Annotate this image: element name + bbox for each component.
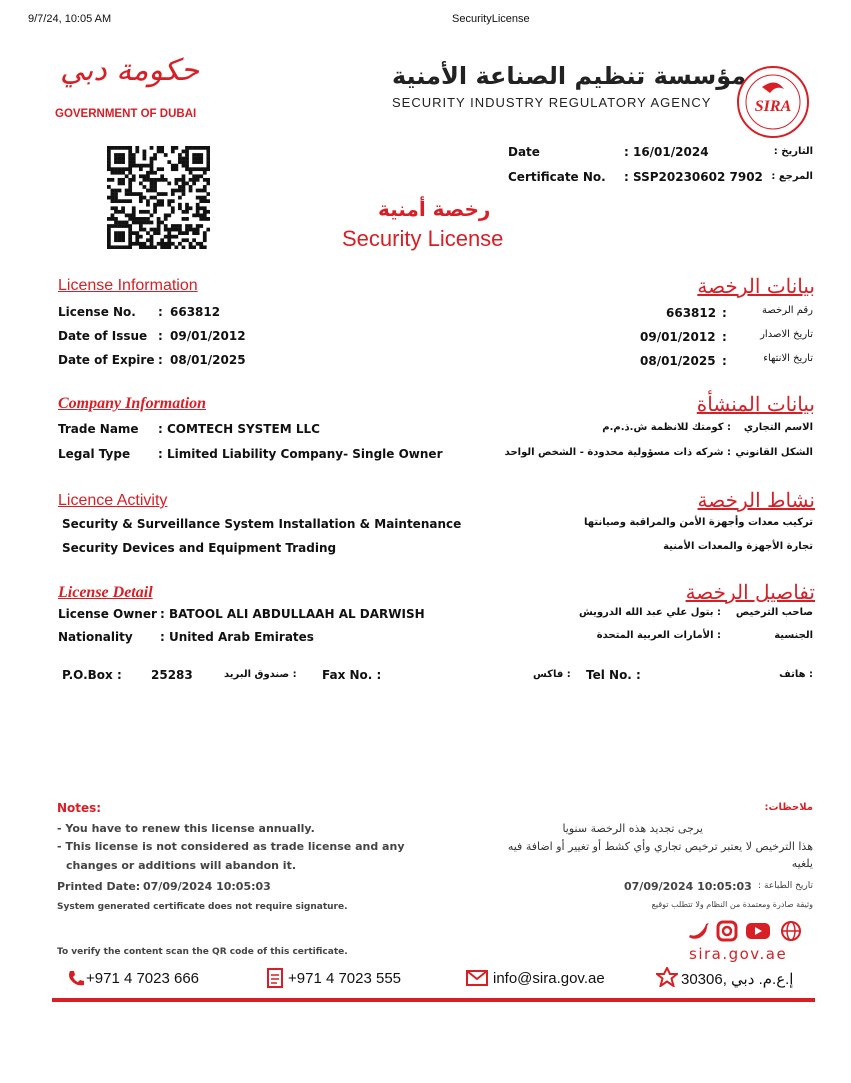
activity-heading: Licence Activity — [58, 492, 168, 509]
license-no-label-arabic: رقم الرخصة — [761, 305, 813, 316]
company-info-heading: Company Information — [58, 395, 207, 412]
owner-value-arabic: : بتول علي عبد الله الدرويش — [578, 607, 721, 618]
issue-date-label-arabic: تاريخ الاصدار — [760, 329, 813, 340]
nationality-value: : United Arab Emirates — [160, 630, 314, 644]
print-datetime: 9/7/24, 10:05 AM — [28, 13, 112, 25]
trade-name-label-arabic: الاسم التجاري — [743, 422, 813, 433]
license-no-sep: : — [158, 305, 163, 319]
certificate-label: Certificate No. — [508, 170, 606, 184]
svg-text:SIRA: SIRA — [754, 98, 792, 115]
issue-date-value: 09/01/2012 — [170, 329, 246, 343]
dubai-govt-logo-english: GOVERNMENT OF DUBAI — [55, 108, 197, 120]
license-info-heading-arabic: بيانات الرخصة — [697, 274, 815, 298]
date-value: : 16/01/2024 — [624, 145, 709, 159]
date-label: Date — [508, 145, 540, 159]
fax-icon — [265, 967, 285, 989]
certificate-label-arabic: المرجع : — [771, 171, 813, 182]
owner-label-arabic: صاحب الترخيص — [735, 607, 813, 618]
issue-date-sep-right: : — [722, 330, 727, 344]
footer-email[interactable]: info@sira.gov.ae — [493, 970, 605, 987]
issue-date-sep: : — [158, 329, 163, 343]
expire-date-label: Date of Expire — [58, 353, 155, 367]
agency-name-english: SECURITY INDUSTRY REGULATORY AGENCY — [392, 95, 712, 110]
social-icons — [688, 920, 806, 942]
trade-name-value-arabic: : كومتك للانظمة ش.ذ.م.م — [602, 422, 731, 433]
footer-pobox: 30306, إ.ع.م. دبي — [681, 971, 794, 988]
certificate-value: : SSP20230602 7902 — [624, 170, 763, 184]
tel-label-arabic: : هاتف — [779, 669, 813, 680]
document-title-arabic: رخصة أمنية — [378, 197, 491, 221]
legal-type-value-arabic: : شركه ذات مسؤولية محدودة - الشخص الواحد — [504, 447, 731, 458]
printed-date-value: 07/09/2024 10:05:03 — [143, 880, 271, 893]
mail-icon — [466, 970, 488, 986]
system-generated-note-arabic: وثيقة صادرة ومعتمدة من النظام ولا تتطلب توقيع — [651, 900, 813, 909]
twitter-icon[interactable] — [689, 923, 709, 939]
expire-date-sep-right: : — [722, 354, 727, 368]
printed-date-label-arabic: تاريخ الطباعة : — [758, 881, 813, 891]
issue-date-label: Date of Issue — [58, 329, 148, 343]
license-detail-heading-arabic: تفاصيل الرخصة — [685, 580, 815, 604]
notes-heading-arabic: ملاحظات: — [764, 802, 813, 813]
trade-name-value: : COMTECH SYSTEM LLC — [158, 422, 320, 436]
instagram-icon[interactable] — [718, 922, 736, 940]
youtube-icon[interactable] — [746, 923, 770, 939]
legal-type-label: Legal Type — [58, 447, 131, 461]
license-no-label: License No. — [58, 305, 136, 319]
activity-item-en: Security & Surveillance System Installation & Maintenance — [62, 517, 462, 531]
sira-seal-logo — [736, 65, 810, 139]
expire-date-value-right: 08/01/2025 — [640, 354, 716, 368]
globe-icon[interactable] — [782, 922, 800, 940]
expire-date-sep: : — [158, 353, 163, 367]
pobox-value: 25283 — [151, 668, 193, 682]
license-info-heading: License Information — [58, 277, 198, 294]
note-not-trade: - This license is not considered as trade license and any — [57, 840, 405, 853]
company-info-heading-arabic: بيانات المنشأة — [696, 392, 815, 416]
fax-label-arabic: : فاكس — [533, 669, 571, 680]
license-no-value: 663812 — [170, 305, 221, 319]
note-renew: - You have to renew this license annually. — [57, 822, 315, 835]
system-generated-note: System generated certificate does not require signature. — [57, 902, 348, 912]
note-not-trade-arabic: هذا الترخيص لا يعتبر ترخيص تجاري وأي كشط أو تغيير أو اضافة فيه — [507, 840, 813, 853]
activity-heading-arabic: نشاط الرخصة — [697, 488, 815, 512]
printed-date-value-right: 07/09/2024 10:05:03 — [624, 880, 752, 893]
nationality-value-arabic: : الأمارات العربية المتحدة — [596, 630, 721, 641]
license-detail-heading: License Detail — [58, 584, 153, 601]
printed-date-label: Printed Date: — [57, 880, 141, 893]
agency-name-arabic: مؤسسة تنظيم الصناعة الأمنية — [392, 62, 747, 90]
dubai-govt-logo-arabic: حكومة دبي — [60, 53, 200, 88]
activity-item-ar: تركيب معدات وأجهزة الأمن والمراقبة وصيانتها — [584, 517, 813, 528]
owner-label: License Owner — [58, 607, 157, 621]
legal-type-label-arabic: الشكل القانوني — [735, 447, 813, 458]
print-doc-title: SecurityLicense — [452, 13, 530, 25]
fax-label: Fax No. : — [322, 668, 382, 682]
pobox-label: P.O.Box : — [62, 668, 122, 682]
phone-icon — [66, 969, 86, 989]
footer-phone[interactable]: +971 4 7023 666 — [86, 970, 200, 987]
footer-divider — [52, 998, 815, 1002]
nationality-label: Nationality — [58, 630, 133, 644]
expire-date-label-arabic: تاريخ الانتهاء — [763, 353, 813, 364]
footer-fax[interactable]: +971 4 7023 555 — [288, 970, 402, 987]
note-not-trade-cont-arabic: يلغيه — [791, 857, 813, 870]
date-label-arabic: التاريخ : — [773, 146, 813, 157]
website-link[interactable]: sira.gov.ae — [689, 945, 788, 963]
license-no-value-right: 663812 — [666, 306, 717, 320]
pobox-icon — [656, 967, 678, 987]
license-no-sep-right: : — [722, 306, 727, 320]
activity-item-en: Security Devices and Equipment Trading — [62, 541, 337, 555]
qr-code — [107, 146, 210, 249]
note-renew-arabic: يرجى تجديد هذه الرخصة سنويا — [562, 822, 703, 835]
activity-item-ar: تجارة الأجهزة والمعدات الأمنية — [663, 541, 813, 552]
notes-heading: Notes: — [57, 801, 102, 815]
tel-label: Tel No. : — [586, 668, 641, 682]
owner-value: : BATOOL ALI ABDULLAAH AL DARWISH — [160, 607, 425, 621]
legal-type-value: : Limited Liability Company- Single Owner — [158, 447, 443, 461]
note-not-trade-cont: changes or additions will abandon it. — [66, 859, 297, 872]
issue-date-value-right: 09/01/2012 — [640, 330, 716, 344]
pobox-label-arabic: : صندوق البريد — [224, 669, 297, 680]
nationality-label-arabic: الجنسية — [774, 630, 813, 641]
verify-note: To verify the content scan the QR code of this certificate. — [57, 947, 348, 957]
document-title-english: Security License — [342, 226, 504, 251]
expire-date-value: 08/01/2025 — [170, 353, 246, 367]
trade-name-label: Trade Name — [58, 422, 139, 436]
